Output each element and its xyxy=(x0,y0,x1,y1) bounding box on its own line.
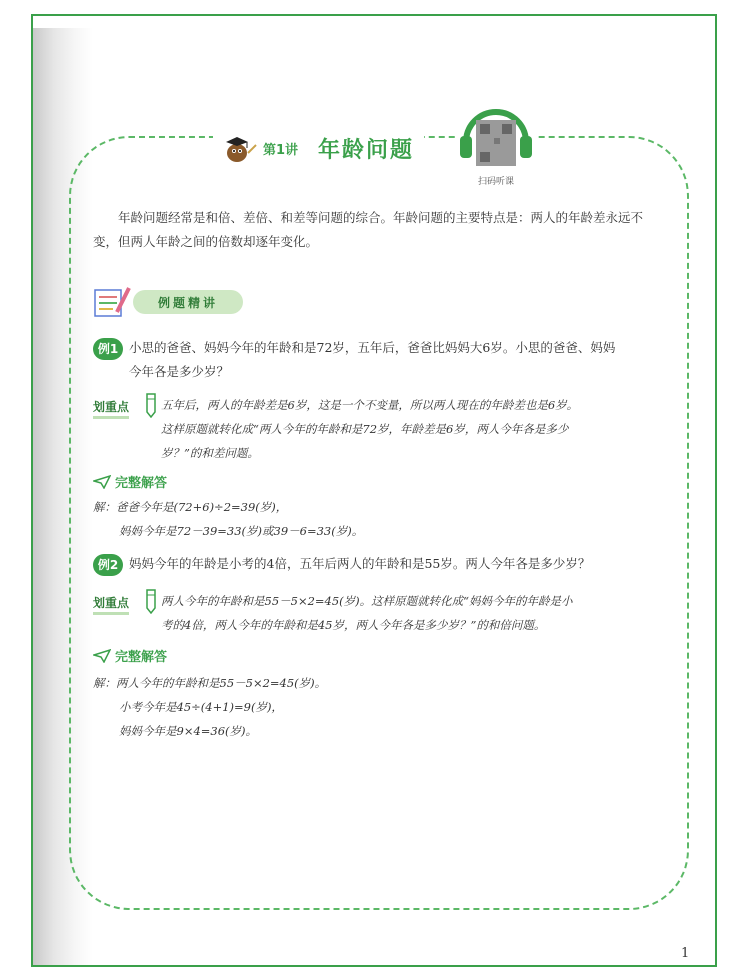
example-2-key-line2: 考的4倍，两人今年的年龄和是45岁，两人今年各是多少岁？”的和倍问题。 xyxy=(161,618,546,632)
paper-plane-icon xyxy=(93,649,111,663)
section-banner-label: 例题精讲 xyxy=(133,290,243,314)
lesson-number: 第1讲 xyxy=(263,142,299,158)
example-1-key-line1: 五年后，两人的年龄差是6岁，这是一个不变量，所以两人现在的年龄差也是6岁。 xyxy=(161,398,579,412)
pencil-icon xyxy=(143,392,159,418)
example-1-key-line2: 这样原题就转化成“两人今年的年龄和是72岁，年龄差是6岁，两人今年各是多少 xyxy=(161,422,569,436)
example-1-text-line2: 今年各是多少岁？ xyxy=(129,364,230,379)
page-frame xyxy=(31,14,717,967)
intro-paragraph: 年龄问题经常是和倍、差倍、和差等问题的综合。年龄问题的主要特点是：两人的年龄差永远不变，但两人年龄之间的倍数却逐年变化。 xyxy=(93,210,644,249)
example-1-badge: 例1 xyxy=(93,338,123,360)
section-banner xyxy=(93,284,253,318)
example-2-solution-line1: 解：两人今年的年龄和是55－5×2=45(岁)。 xyxy=(93,676,327,690)
qr-code-block[interactable] xyxy=(456,98,536,190)
answer-head-label: 完整解答 xyxy=(115,476,168,491)
page-number: 1 xyxy=(681,946,690,961)
page-title: 年龄问题 xyxy=(318,137,415,163)
example-2-text-line1: 妈妈今年的年龄是小考的4倍，五年后两人的年龄和是55岁。两人今年各是多少岁？ xyxy=(129,556,591,571)
paper-plane-icon xyxy=(93,475,111,489)
lesson-header xyxy=(213,120,424,176)
teacher-mascot-icon xyxy=(223,133,257,163)
example-1-solution-line2: 妈妈今年是72－39=33(岁)或39－6=33(岁)。 xyxy=(119,524,364,538)
example-2-key-label: 划重点 xyxy=(93,594,129,615)
qr-caption: 扫码听课 xyxy=(477,177,514,187)
answer-head-label: 完整解答 xyxy=(115,650,168,665)
example-2-solution-line3: 妈妈今年是9×4=36(岁)。 xyxy=(119,724,258,738)
headphones-qr-icon xyxy=(456,98,536,174)
example-2-answer-head xyxy=(93,646,167,665)
example-2-key-line1: 两人今年的年龄和是55－5×2=45(岁)。这样原题就转化成“妈妈今年的年龄是小 xyxy=(161,594,573,608)
example-2-solution-line2: 小考今年是45÷(4+1)=9(岁)， xyxy=(119,700,283,714)
example-2-badge: 例2 xyxy=(93,554,123,576)
example-1-key-label: 划重点 xyxy=(93,398,129,419)
example-1-answer-head xyxy=(93,472,167,491)
example-1-solution-line1: 解：爸爸今年是(72+6)÷2=39(岁)， xyxy=(93,500,288,514)
pencil-icon xyxy=(143,588,159,614)
example-1-text-line1: 小思的爸爸、妈妈今年的年龄和是72岁，五年后，爸爸比妈妈大6岁。小思的爸爸、妈妈 xyxy=(129,340,616,355)
example-1-key-line3: 岁？”的和差问题。 xyxy=(161,446,259,460)
notebook-pencil-icon xyxy=(93,284,131,318)
